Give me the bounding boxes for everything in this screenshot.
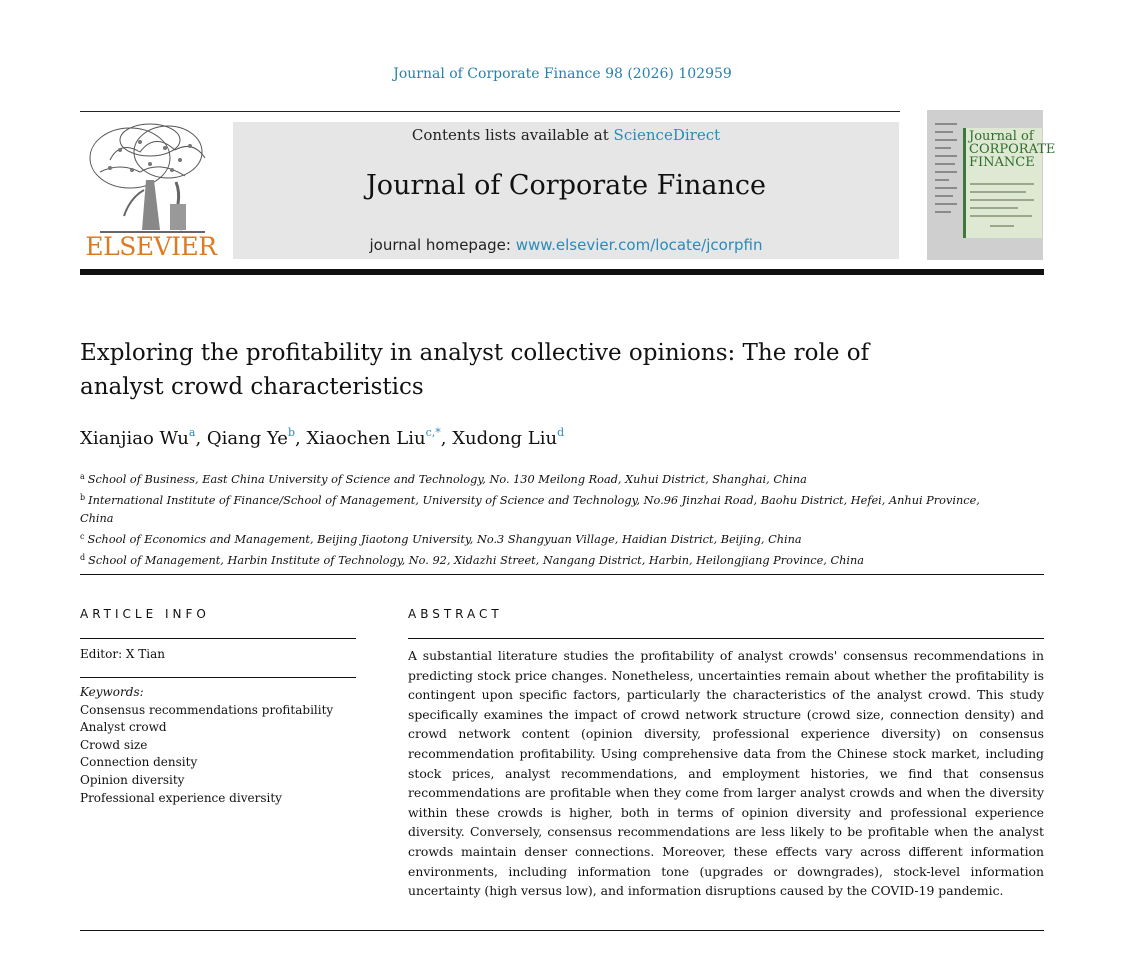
abstract-rule [408,638,1044,639]
homepage-line [233,236,899,254]
article-info-rule [80,638,356,639]
journal-citation[interactable]: Journal of Corporate Finance 98 (2026) 102959 [393,66,732,82]
keyword-item: Connection density [80,755,198,770]
header-thick-divider [80,269,1044,275]
journal-homepage-link[interactable]: www.elsevier.com/locate/jcorpfin [515,236,763,254]
keyword-item: Opinion diversity [80,772,185,787]
author-list: Xianjiao Wu$^a$, Qiang Ye$^b$, Xiaochen Liu$^{c,*}$, Xudong Liu$^d$ [80,426,565,449]
affiliation-item [80,468,980,489]
journal-name: Journal of Corporate Finance [365,170,767,201]
bottom-divider [80,930,1044,931]
contents-prefix: Contents lists available at [411,126,614,144]
cover-title-line-3: FINANCE [969,155,1035,170]
cover-title [969,129,1056,170]
author-name[interactable]: Xiaochen Liu [306,428,426,449]
author-name[interactable]: Xudong Liu [452,428,558,449]
contents-line [233,126,899,144]
author-name[interactable]: Xianjiao Wu [80,428,189,449]
affiliation-marker: a [80,472,85,481]
affiliation-marker: d [80,553,86,562]
sciencedirect-link[interactable]: ScienceDirect [613,126,721,144]
affiliation-item [80,549,980,570]
affiliation-item [80,528,980,549]
article-title: Exploring the profitability in analyst collective opinions: The role of analyst crowd characteristics [80,340,870,400]
affiliation-marker: c [80,532,85,541]
keyword-item: Analyst crowd [80,720,167,735]
keyword-item: Crowd size [80,737,148,752]
journal-cover-thumbnail[interactable] [927,110,1056,260]
keyword-item: Consensus recommendations profitability [80,702,334,717]
keywords-block [80,684,370,807]
affiliation-text: International Institute of Finance/School of Management, University of Science and Technology, No.96 Jinzhai Road, Baohu District, Hefei, Anhui Province, China [80,494,980,525]
article-info-heading: ARTICLE INFO [80,607,210,621]
keyword-item: Professional experience diversity [80,790,282,805]
homepage-prefix: journal homepage: [369,236,516,254]
editor-rule [80,677,356,678]
editor-line: Editor: X Tian [80,647,166,661]
cover-text-lines-icon [933,118,961,248]
affiliation-text: School of Business, East China University of Science and Technology, No. 130 Meilong Road, Xuhui District, Shanghai, China [87,473,807,486]
elsevier-tree-icon [80,120,222,238]
affiliations [80,468,980,570]
cover-panel [963,128,1056,238]
abstract-text: A substantial literature studies the profitability of analyst crowds' consensus recommendations in predicting stock price changes. Nonetheless, uncertainties remain about whether the profitability is contingent upon specific factors, particularly the characteristics of the analyst crowd. This study specifically examines the impact of crowd network structure (crowd size, connection density) and crowd network content (opinion diversity, professional experience diversity) on consensus recommendation profitability. Using comprehensive data from the Chinese stock market, including stock prices, analyst recommendations, and employment histories, we find that consensus recommendations are profitable when they come from larger analyst crowds and when the diversity within these crowds is higher, both in terms of opinion diversity and professional experience diversity. Conversely, consensus recommendations are less likely to be profitable when the analyst crowds maintain denser connections. Moreover, these effects vary across different information environments, including information tone (upgrades or downgrades), stock-level information uncertainty (high versus low), and information disruptions caused by the COVID-19 pandemic. [408,648,1044,899]
cover-title-line-1: Journal of [969,129,1034,144]
section-divider [80,574,1044,575]
author-affil-marker[interactable]: c,* [425,426,441,439]
cover-title-line-2: CORPORATE [969,142,1056,157]
author-affil-marker[interactable]: a [188,426,196,439]
author-affil-marker[interactable]: d [557,426,565,439]
cover-contents-icon [970,180,1038,232]
affiliation-text: School of Management, Harbin Institute of Technology, No. 92, Xidazhi Street, Nangang District, Harbin, Heilongjiang Province, China [88,554,864,567]
affiliation-item [80,489,980,528]
affiliation-marker: b [80,493,86,502]
elsevier-logo[interactable] [80,120,222,262]
elsevier-wordmark: ELSEVIER [85,232,217,261]
author-name[interactable]: Qiang Ye [206,428,288,449]
affiliation-text: School of Economics and Management, Beijing Jiaotong University, No.3 Shangyuan Village, Haidian District, Beijing, China [87,533,802,546]
journal-masthead [233,122,899,259]
keywords-label: Keywords: [80,685,144,699]
top-divider [80,111,900,112]
abstract-heading: ABSTRACT [408,607,503,621]
author-affil-marker[interactable]: b [287,426,296,439]
